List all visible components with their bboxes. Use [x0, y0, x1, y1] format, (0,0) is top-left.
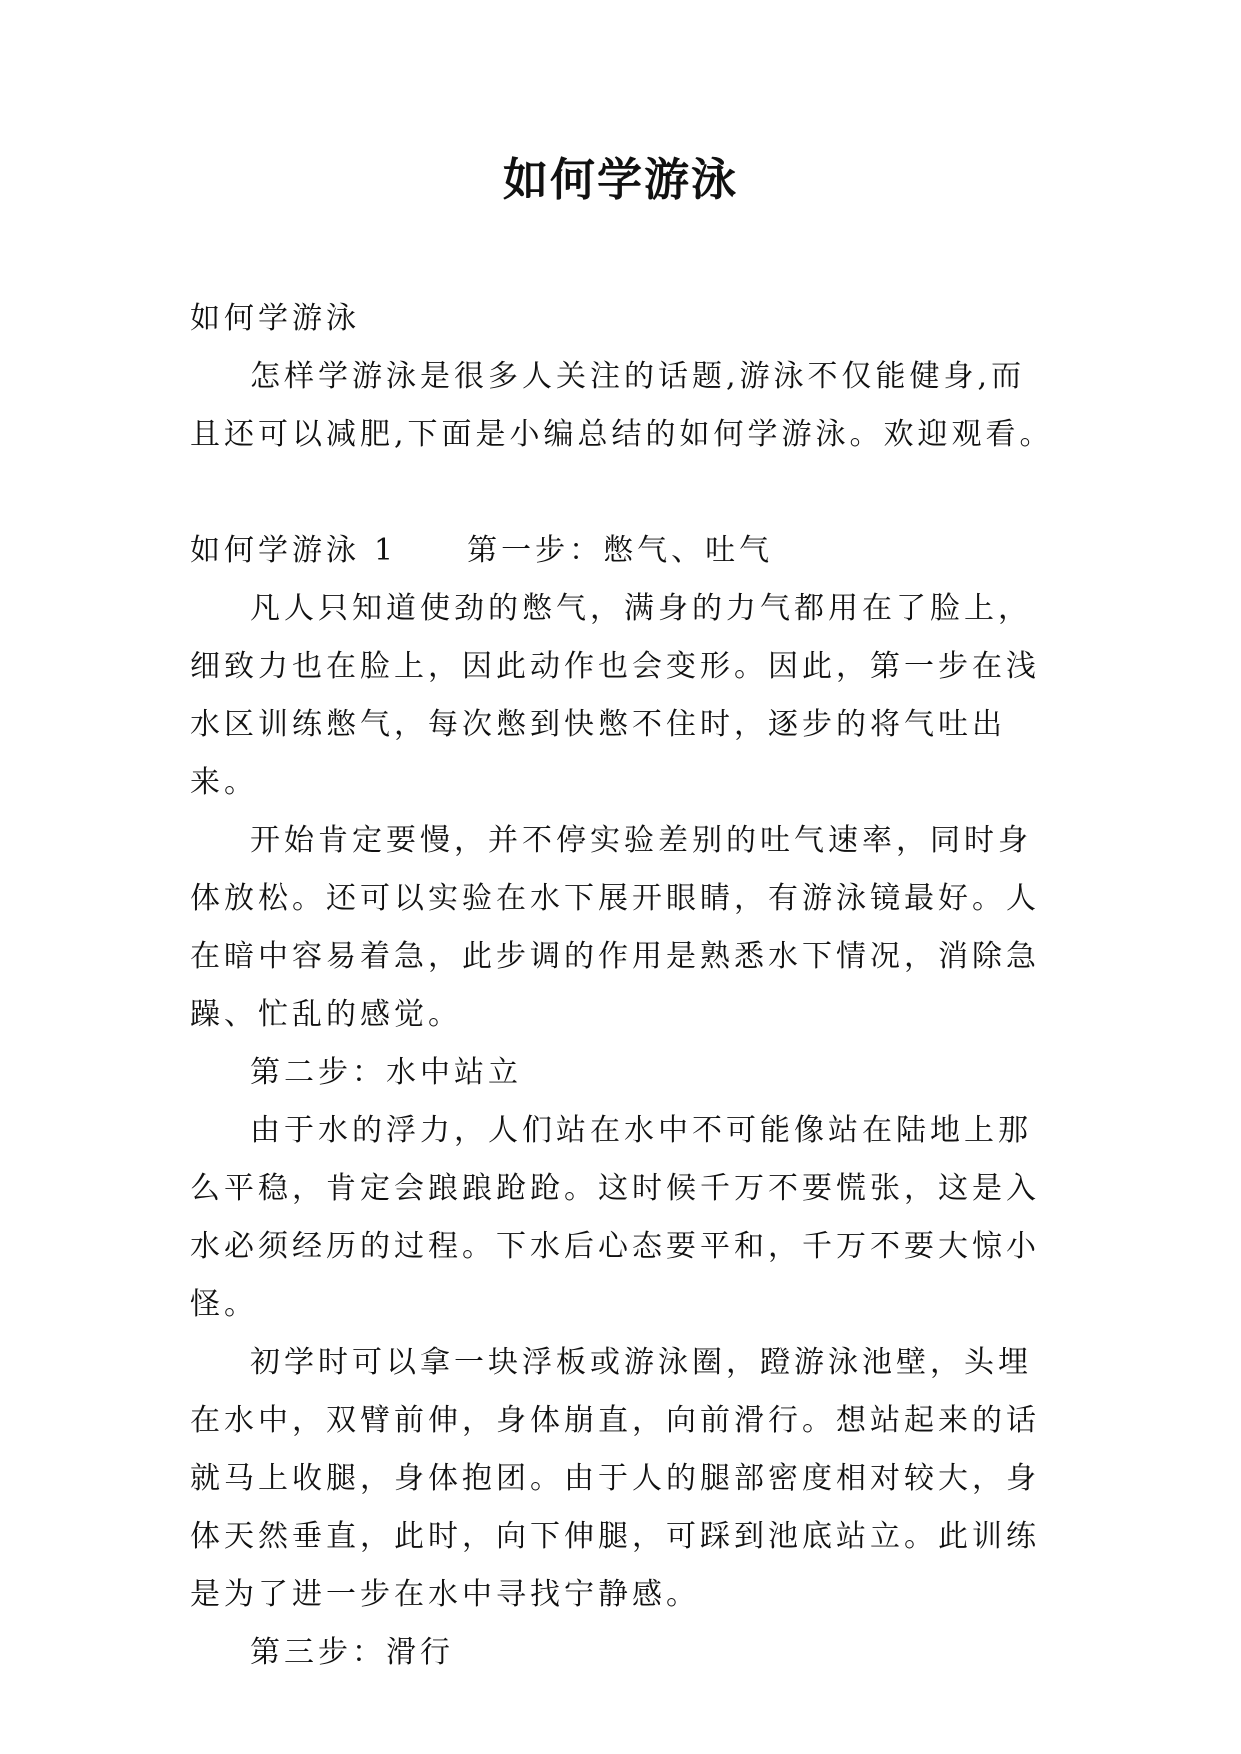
step-3-heading: 第三步：滑行: [250, 1635, 454, 1670]
section-number: 1: [374, 533, 398, 568]
document-title: 如何学游泳: [502, 153, 738, 206]
paragraph-3: 由于水的浮力，人们站在水中不可能像站在陆地上那么平稳，肯定会踉踉跄跄。这时候千万不要慌张，这是入水必须经历的过程。下水后心态要平和，千万不要大惊小怪。: [190, 1113, 1040, 1322]
step-2-heading: 第二步：水中站立: [250, 1055, 522, 1090]
paragraph-1: 凡人只知道使劲的憋气，满身的力气都用在了脸上，细致力也在脸上，因此动作也会变形。因此，第一步在浅水区训练憋气，每次憋到快憋不住时，逐步的将气吐出来。: [190, 591, 1040, 800]
section-heading-1: [190, 522, 1055, 580]
paragraph-4: 初学时可以拿一块浮板或游泳圈，蹬游泳池壁，头埋在水中，双臂前伸，身体崩直，向前滑行。想站起来的话就马上收腿，身体抱团。由于人的腿部密度相对较大，身体天然垂直，此时，向下伸腿，可踩到池底站立。此训练是为了进一步在水中寻找宁静感。: [190, 1345, 1040, 1612]
document-body: [190, 290, 1055, 1682]
section-label: 如何学游泳: [190, 533, 360, 568]
step-1-heading: 第一步：憋气、吐气: [467, 533, 774, 568]
subtitle-line: 如何学游泳: [190, 301, 360, 336]
intro-paragraph: 怎样学游泳是很多人关注的话题,游泳不仅能健身,而且还可以减肥,下面是小编总结的如何学游泳。欢迎观看。: [190, 359, 1054, 452]
paragraph-2: 开始肯定要慢，并不停实验差别的吐气速率，同时身体放松。还可以实验在水下展开眼睛，有游泳镜最好。人在暗中容易着急，此步调的作用是熟悉水下情况，消除急躁、忙乱的感觉。: [190, 823, 1040, 1032]
